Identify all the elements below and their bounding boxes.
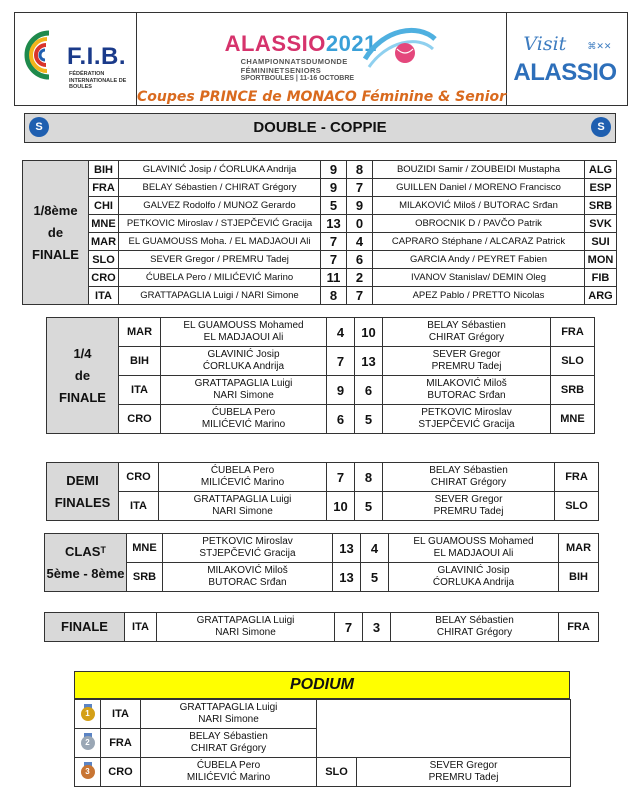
team1-country: CRO — [119, 405, 161, 434]
player-name: SEVER Gregor — [429, 760, 498, 771]
player-name: ĆUBELA Pero — [211, 407, 276, 418]
player-name: STJEPČEVIĆ Gracija — [418, 419, 515, 430]
match-row — [23, 161, 617, 179]
match-row — [47, 492, 599, 521]
quarter-final-table — [46, 317, 595, 434]
stage-label — [45, 534, 127, 592]
team1-country: CRO — [89, 269, 119, 287]
team1-players: ĆUBELA Pero / MILIĆEVIĆ Marino — [119, 269, 321, 287]
event-ball-icon — [363, 19, 437, 77]
team2-country: MAR — [559, 534, 599, 563]
stage-label-line: FINALES — [54, 494, 111, 510]
stage-label-line: DEMI — [66, 472, 99, 488]
team1-country: ITA — [119, 492, 159, 521]
visit-deco-icon: ⌘✕✕ — [587, 41, 612, 51]
player-name: BELAY Sébastien — [435, 615, 514, 626]
podium-row-3 — [75, 758, 571, 787]
player-name: GRATTAPAGLIA Luigi — [194, 378, 293, 389]
player-name: MILAKOVIĆ Miloš — [207, 565, 288, 576]
team2-score: 13 — [355, 347, 383, 376]
team1-players: EL GUAMOUSS Moha. / EL MADJAOUI Ali — [119, 233, 321, 251]
stage-label-line: 5ème - 8ème — [46, 565, 125, 581]
team2-players — [383, 492, 555, 521]
match-row — [23, 197, 617, 215]
player-name: CHIRAT Grégory — [428, 332, 505, 343]
player-name: ĆORLUKA Andrija — [432, 577, 515, 588]
player-name: STJEPČEVIĆ Gracija — [199, 548, 296, 559]
team2-players: APEZ Pablo / PRETTO Nicolas — [373, 287, 585, 305]
fib-logo-icon — [19, 25, 65, 85]
team1-score: 13 — [333, 563, 361, 592]
team1-players — [161, 405, 327, 434]
fib-name: F.I.B. — [67, 43, 127, 70]
team1-players: GALVEZ Rodolfo / MUNOZ Gerardo — [119, 197, 321, 215]
team1-players: GLAVINIĆ Josip / ĆORLUKA Andrija — [119, 161, 321, 179]
match-row — [47, 376, 595, 405]
final-stage-label: FINALE — [45, 613, 125, 642]
team2-score: 0 — [347, 215, 373, 233]
match-row — [45, 534, 599, 563]
team1-country: ITA — [89, 287, 119, 305]
team1-players — [159, 492, 327, 521]
player-name: NARI Simone — [215, 627, 276, 638]
team1-score: 8 — [321, 287, 347, 305]
team1-players — [161, 347, 327, 376]
player-name: GLAVINIĆ Josip — [437, 565, 510, 576]
team1-country: SRB — [127, 563, 163, 592]
bronze-medal-icon — [75, 758, 101, 787]
event-logo-block — [137, 13, 508, 105]
player-name: GRATTAPAGLIA Luigi — [193, 494, 292, 505]
team1-country: ITA — [119, 376, 161, 405]
match-row — [47, 347, 595, 376]
team1-country: CHI — [89, 197, 119, 215]
team1-players — [159, 463, 327, 492]
player-name: EL GUAMOUSS Mohamed — [183, 320, 304, 331]
stage-label-line: FINALE — [59, 389, 106, 405]
medal-rank: 3 — [81, 765, 95, 779]
team2-country: SUI — [585, 233, 617, 251]
match-row — [23, 179, 617, 197]
event-dates: SPORTBOULES | 11-16 OCTOBRE — [240, 75, 355, 82]
s-badge-right: S — [591, 117, 611, 137]
gold-medal-icon — [75, 700, 101, 729]
player-name: ĆUBELA Pero — [196, 760, 261, 771]
visit-text: Visit — [523, 33, 567, 55]
player-name: EL GUAMOUSS Mohamed — [413, 536, 534, 547]
fib-logo-block — [15, 13, 137, 105]
team2-country: FRA — [559, 613, 599, 642]
team1-country: BIH — [89, 161, 119, 179]
player-name: BELAY Sébastien — [427, 320, 506, 331]
match-row — [23, 269, 617, 287]
team1-score: 7 — [335, 613, 363, 642]
team2-players: OBROCNIK D / PAVČO Patrik — [373, 215, 585, 233]
team2-score: 5 — [361, 563, 389, 592]
team2-players: GUILLEN Daniel / MORENO Francisco — [373, 179, 585, 197]
s-badge-left: S — [29, 117, 49, 137]
match-row — [47, 405, 595, 434]
team2-country: ARG — [585, 287, 617, 305]
player-name: PREMRU Tadej — [431, 361, 502, 372]
team1-score: 13 — [333, 534, 361, 563]
team2-score: 6 — [355, 376, 383, 405]
team2-players: MILAKOVIĆ Miloš / BUTORAC Srđan — [373, 197, 585, 215]
team1-score: 10 — [327, 492, 355, 521]
team2-country: SRB — [551, 376, 595, 405]
coupes-title: Coupes PRINCE de MONACO Féminine & Senior — [136, 89, 507, 105]
player-name: PREMRU Tadej — [433, 506, 504, 517]
player-name: MILIĆEVIĆ Marino — [201, 419, 286, 430]
team2-country: SRB — [585, 197, 617, 215]
team2-score: 4 — [361, 534, 389, 563]
player-name: ĆORLUKA Andrija — [202, 361, 285, 372]
team2-country: MON — [585, 251, 617, 269]
event-title — [225, 31, 377, 57]
event-subtitle-1: CHAMPIONNATSDUMONDE — [240, 57, 348, 66]
podium-country: ITA — [101, 700, 141, 729]
medal-rank: 2 — [81, 736, 95, 750]
player-name: NARI Simone — [213, 390, 274, 401]
visit-alassio-block — [507, 13, 627, 105]
podium-players — [141, 758, 317, 787]
team2-score: 8 — [347, 161, 373, 179]
team2-players: GARCIA Andy / PEYRET Fabien — [373, 251, 585, 269]
match-row — [23, 215, 617, 233]
classement-table — [44, 533, 599, 592]
stage-label-line: 1/8ème — [33, 202, 78, 218]
match-row — [45, 563, 599, 592]
semi-final-table — [46, 462, 599, 521]
silver-medal-icon — [75, 729, 101, 758]
team2-players: CAPRARO Stéphane / ALCARAZ Patrick — [373, 233, 585, 251]
player-name: GRATTAPAGLIA Luigi — [196, 615, 295, 626]
team2-country: SLO — [555, 492, 599, 521]
podium-table — [74, 699, 571, 787]
player-name: CHIRAT Grégory — [190, 743, 267, 754]
team2-players — [383, 347, 551, 376]
section-title: DOUBLE - COPPIE — [253, 119, 387, 136]
team2-score: 5 — [355, 492, 383, 521]
player-name: EL MADJAOUI Ali — [433, 548, 514, 559]
team1-players — [163, 534, 333, 563]
stage-label — [47, 463, 119, 521]
player-name: SEVER Gregor — [432, 349, 501, 360]
team1-score: 13 — [321, 215, 347, 233]
alassio-logo-text: ALASSIO — [513, 59, 617, 86]
team1-players: BELAY Sébastien / CHIRAT Grégory — [119, 179, 321, 197]
team1-players: PETKOVIC Miroslav / STJEPČEVIĆ Gracija — [119, 215, 321, 233]
section-banner — [24, 113, 616, 143]
player-name: BUTORAC Srđan — [427, 390, 506, 401]
stage-label — [47, 318, 119, 434]
team2-country: MNE — [551, 405, 595, 434]
event-subtitle — [241, 57, 348, 75]
team1-score: 9 — [327, 376, 355, 405]
stage-label-line: CLASᵀ — [64, 543, 107, 559]
team2-country: ESP — [585, 179, 617, 197]
event-title-year: 2021 — [325, 31, 377, 56]
player-name: BUTORAC Srđan — [208, 577, 287, 588]
team2-country: ALG — [585, 161, 617, 179]
podium-country: FRA — [101, 729, 141, 758]
team1-players — [163, 563, 333, 592]
team1-country: FRA — [89, 179, 119, 197]
team1-players — [161, 318, 327, 347]
team2-players — [383, 405, 551, 434]
team2-score: 5 — [355, 405, 383, 434]
podium-players-extra — [357, 758, 571, 787]
team2-country: FRA — [551, 318, 595, 347]
podium-players — [141, 700, 317, 729]
team2-score: 9 — [347, 197, 373, 215]
round-of-16-table — [22, 160, 617, 305]
team1-score: 7 — [321, 233, 347, 251]
header — [14, 12, 628, 106]
team2-score: 6 — [347, 251, 373, 269]
player-name: PETKOVIC Miroslav — [202, 536, 293, 547]
stage-label-line: de — [74, 367, 91, 383]
stage-label-line: de — [47, 224, 64, 240]
team1-score: 7 — [327, 463, 355, 492]
team1-country: BIH — [119, 347, 161, 376]
team1-score: 9 — [321, 161, 347, 179]
fib-subtitle: FÉDÉRATION INTERNATIONALE DE BOULES — [69, 71, 127, 90]
player-name: SEVER Gregor — [434, 494, 503, 505]
player-name: CHIRAT Grégory — [436, 627, 513, 638]
match-row — [47, 463, 599, 492]
team2-country: FIB — [585, 269, 617, 287]
player-name: GLAVINIĆ Josip — [207, 349, 280, 360]
team2-players — [391, 613, 559, 642]
player-name: PREMRU Tadej — [428, 772, 499, 783]
team1-players: SEVER Gregor / PREMRU Tadej — [119, 251, 321, 269]
team2-players: BOUZIDI Samir / ZOUBEIDI Mustapha — [373, 161, 585, 179]
player-name: BELAY Sébastien — [429, 465, 508, 476]
player-name: MILIĆEVIĆ Marino — [186, 772, 271, 783]
team1-country: MAR — [119, 318, 161, 347]
player-name: CHIRAT Grégory — [430, 477, 507, 488]
team1-country: MNE — [127, 534, 163, 563]
team1-score: 11 — [321, 269, 347, 287]
stage-label-line: 1/4 — [73, 345, 92, 361]
medal-rank: 1 — [81, 707, 95, 721]
final-table — [44, 612, 599, 642]
team2-players — [389, 563, 559, 592]
event-title-main: ALASSIO — [224, 31, 326, 56]
team2-players — [383, 376, 551, 405]
team1-country: ITA — [125, 613, 157, 642]
team2-score: 8 — [355, 463, 383, 492]
match-row — [47, 318, 595, 347]
event-subtitle-2: FÉMININETSENIORS — [240, 66, 322, 75]
team1-players — [161, 376, 327, 405]
player-name: MILAKOVIĆ Miloš — [426, 378, 507, 389]
team2-score: 10 — [355, 318, 383, 347]
player-name: PETKOVIC Miroslav — [421, 407, 512, 418]
team1-players: GRATTAPAGLIA Luigi / NARI Simone — [119, 287, 321, 305]
team2-score: 2 — [347, 269, 373, 287]
team2-score: 7 — [347, 287, 373, 305]
podium-players — [141, 729, 317, 758]
team2-country: FRA — [555, 463, 599, 492]
team1-country: MNE — [89, 215, 119, 233]
team1-country: SLO — [89, 251, 119, 269]
player-name: EL MADJAOUI Ali — [203, 332, 284, 343]
player-name: NARI Simone — [212, 506, 273, 517]
player-name: GRATTAPAGLIA Luigi — [179, 702, 278, 713]
final-row — [45, 613, 599, 642]
team2-country: SLO — [551, 347, 595, 376]
team1-score: 7 — [327, 347, 355, 376]
player-name: NARI Simone — [198, 714, 259, 725]
match-row — [23, 287, 617, 305]
team1-country: CRO — [119, 463, 159, 492]
team1-score: 9 — [321, 179, 347, 197]
match-row — [23, 251, 617, 269]
team2-country: SVK — [585, 215, 617, 233]
team1-players — [157, 613, 335, 642]
stage-label-line: FINALE — [32, 246, 79, 262]
podium-country-extra: SLO — [317, 758, 357, 787]
player-name: MILIĆEVIĆ Marino — [200, 477, 285, 488]
podium-title: PODIUM — [74, 671, 570, 699]
team1-country: MAR — [89, 233, 119, 251]
team2-players: IVANOV Stanislav/ DEMIN Oleg — [373, 269, 585, 287]
player-name: ĆUBELA Pero — [210, 465, 275, 476]
podium-country: CRO — [101, 758, 141, 787]
team2-score: 7 — [347, 179, 373, 197]
team2-players — [383, 463, 555, 492]
team1-score: 6 — [327, 405, 355, 434]
team2-country: BIH — [559, 563, 599, 592]
team2-score: 4 — [347, 233, 373, 251]
team2-players — [389, 534, 559, 563]
podium-row-1 — [75, 700, 571, 729]
match-row — [23, 233, 617, 251]
stage-label — [23, 161, 89, 305]
player-name: BELAY Sébastien — [189, 731, 268, 742]
team2-players — [383, 318, 551, 347]
podium-empty-cell — [317, 700, 571, 758]
team2-score: 3 — [363, 613, 391, 642]
team1-score: 4 — [327, 318, 355, 347]
team1-score: 5 — [321, 197, 347, 215]
team1-score: 7 — [321, 251, 347, 269]
